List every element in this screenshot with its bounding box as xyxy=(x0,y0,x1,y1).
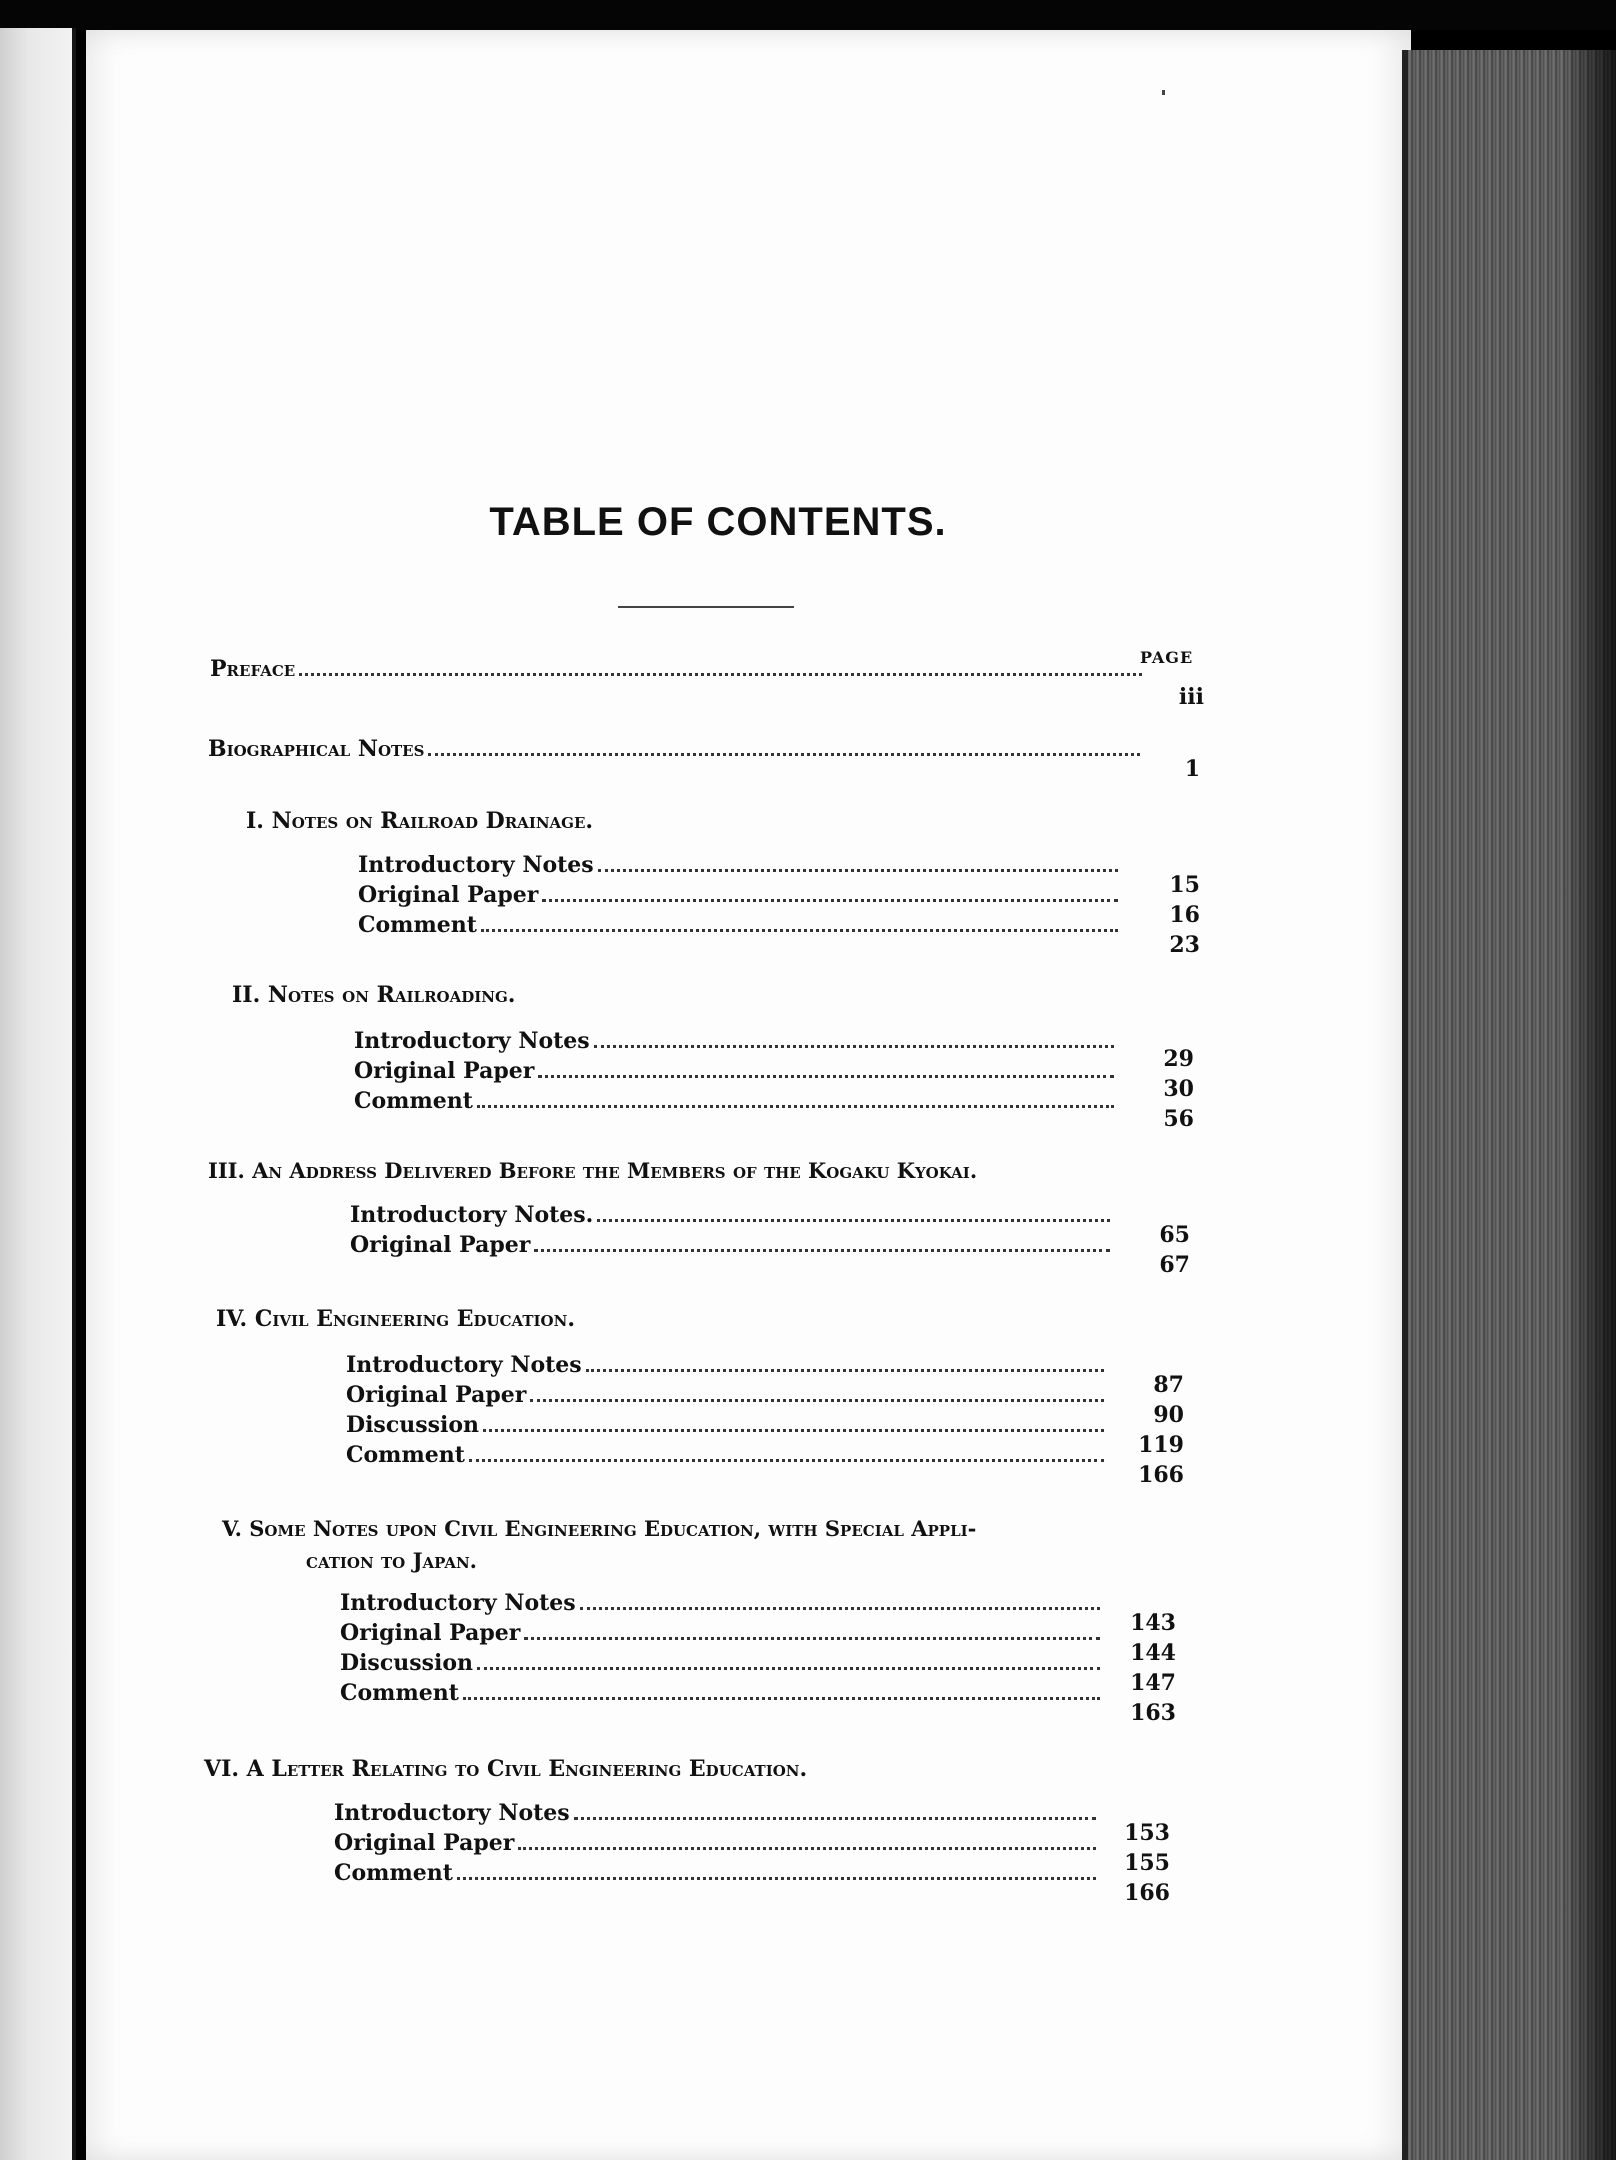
page-title: TABLE OF CONTENTS. xyxy=(489,500,947,544)
toc-item[interactable] xyxy=(354,1022,1114,1054)
toc-page-number: 147 xyxy=(1130,1670,1176,1696)
leader-dots xyxy=(477,1667,1100,1670)
toc-item[interactable] xyxy=(340,1674,1100,1706)
leader-dots xyxy=(481,929,1118,932)
toc-page-number: 143 xyxy=(1130,1610,1176,1636)
toc-item-label: Comment xyxy=(358,912,477,938)
toc-page-number: 15 xyxy=(1169,872,1200,898)
leader-dots xyxy=(477,1105,1114,1108)
toc-page-number: 29 xyxy=(1163,1046,1194,1072)
toc-item-label: Comment xyxy=(334,1860,453,1886)
section-heading[interactable]: III. An Address Delivered Before the Members of the Kogaku Kyokai. xyxy=(208,1158,978,1183)
toc-item[interactable] xyxy=(340,1584,1100,1616)
leader-dots xyxy=(483,1429,1104,1432)
toc-item-label: Introductory Notes xyxy=(340,1590,576,1616)
section-heading[interactable]: I. Notes on Railroad Drainage. xyxy=(246,808,594,834)
toc-item-label: Comment xyxy=(346,1442,465,1468)
toc-item[interactable] xyxy=(340,1644,1100,1676)
toc-item-label: Introductory Notes xyxy=(354,1028,590,1054)
toc-item[interactable] xyxy=(358,906,1118,938)
toc-item-label: Original Paper xyxy=(334,1830,515,1856)
toc-page-number: 1 xyxy=(1184,756,1200,782)
leader-dots xyxy=(534,1249,1110,1252)
toc-page-number: 153 xyxy=(1124,1820,1170,1846)
toc-entry-biographical-notes[interactable] xyxy=(208,730,1140,762)
toc-page-number: iii xyxy=(1178,684,1204,710)
toc-item[interactable] xyxy=(350,1196,1110,1228)
toc-page-number: 23 xyxy=(1169,932,1200,958)
toc-page-number: 65 xyxy=(1159,1222,1190,1248)
leader-dots xyxy=(457,1877,1096,1880)
toc-page-number: 144 xyxy=(1130,1640,1176,1666)
toc-page-number: 67 xyxy=(1159,1252,1190,1278)
toc-item[interactable] xyxy=(346,1376,1104,1408)
leader-dots xyxy=(530,1399,1104,1402)
toc-item-label: Comment xyxy=(354,1088,473,1114)
toc-item[interactable] xyxy=(350,1226,1110,1258)
toc-page-number: 87 xyxy=(1153,1372,1184,1398)
toc-item-label: Introductory Notes xyxy=(334,1800,570,1826)
toc-item-label: Original Paper xyxy=(358,882,539,908)
leader-dots xyxy=(597,1219,1110,1222)
leader-dots xyxy=(524,1637,1100,1640)
page-column-header: PAGE xyxy=(1140,648,1194,667)
toc-item-label: Original Paper xyxy=(354,1058,535,1084)
leader-dots xyxy=(598,869,1118,872)
toc-page-number: 166 xyxy=(1124,1880,1170,1906)
toc-item[interactable] xyxy=(346,1346,1104,1378)
toc-page-number: 119 xyxy=(1138,1432,1184,1458)
toc-item-label: Original Paper xyxy=(350,1232,531,1258)
leader-dots xyxy=(542,899,1118,902)
leader-dots xyxy=(428,753,1140,756)
toc-item[interactable] xyxy=(346,1406,1104,1438)
toc-item[interactable] xyxy=(334,1854,1096,1886)
toc-entry-preface[interactable] xyxy=(210,650,1142,682)
toc-item[interactable] xyxy=(354,1082,1114,1114)
toc-item[interactable] xyxy=(354,1052,1114,1084)
toc-item-label: Discussion xyxy=(340,1650,474,1676)
toc-item[interactable] xyxy=(334,1824,1096,1856)
leader-dots xyxy=(580,1607,1100,1610)
leader-dots xyxy=(469,1459,1104,1462)
section-heading[interactable]: II. Notes on Railroading. xyxy=(232,982,516,1008)
toc-item[interactable] xyxy=(346,1436,1104,1468)
leader-dots xyxy=(299,673,1142,676)
leader-dots xyxy=(586,1369,1104,1372)
leader-dots xyxy=(594,1045,1114,1048)
leader-dots xyxy=(538,1075,1114,1078)
toc-item-label: Introductory Notes. xyxy=(350,1202,594,1228)
leader-dots xyxy=(518,1847,1096,1850)
section-heading[interactable]: IV. Civil Engineering Education. xyxy=(216,1306,575,1332)
toc-item[interactable] xyxy=(340,1614,1100,1646)
toc-item[interactable] xyxy=(358,876,1118,908)
section-heading-continuation: cation to Japan. xyxy=(306,1548,477,1573)
toc-item[interactable] xyxy=(334,1794,1096,1826)
toc-item-label: Original Paper xyxy=(346,1382,527,1408)
toc-entry-label: Biographical Notes xyxy=(208,736,425,762)
toc-item-label: Comment xyxy=(340,1680,459,1706)
toc-page-number: 56 xyxy=(1163,1106,1194,1132)
toc-item-label: Introductory Notes xyxy=(346,1352,582,1378)
toc-page-number: 163 xyxy=(1130,1700,1176,1726)
leader-dots xyxy=(463,1697,1100,1700)
toc-page-number: 155 xyxy=(1124,1850,1170,1876)
toc-item-label: Original Paper xyxy=(340,1620,521,1646)
toc-page-number: 166 xyxy=(1138,1462,1184,1488)
toc-entry-label: Preface xyxy=(210,656,296,682)
toc-page-number: 16 xyxy=(1169,902,1200,928)
toc-page-number: 30 xyxy=(1163,1076,1194,1102)
toc-item-label: Introductory Notes xyxy=(358,852,594,878)
leader-dots xyxy=(574,1817,1096,1820)
section-heading[interactable]: V. Some Notes upon Civil Engineering Education, with Special Appli- xyxy=(222,1516,977,1541)
toc-page-number: 90 xyxy=(1153,1402,1184,1428)
toc-item[interactable] xyxy=(358,846,1118,878)
toc-item-label: Discussion xyxy=(346,1412,480,1438)
section-heading[interactable]: VI. A Letter Relating to Civil Engineering Education. xyxy=(204,1756,808,1782)
